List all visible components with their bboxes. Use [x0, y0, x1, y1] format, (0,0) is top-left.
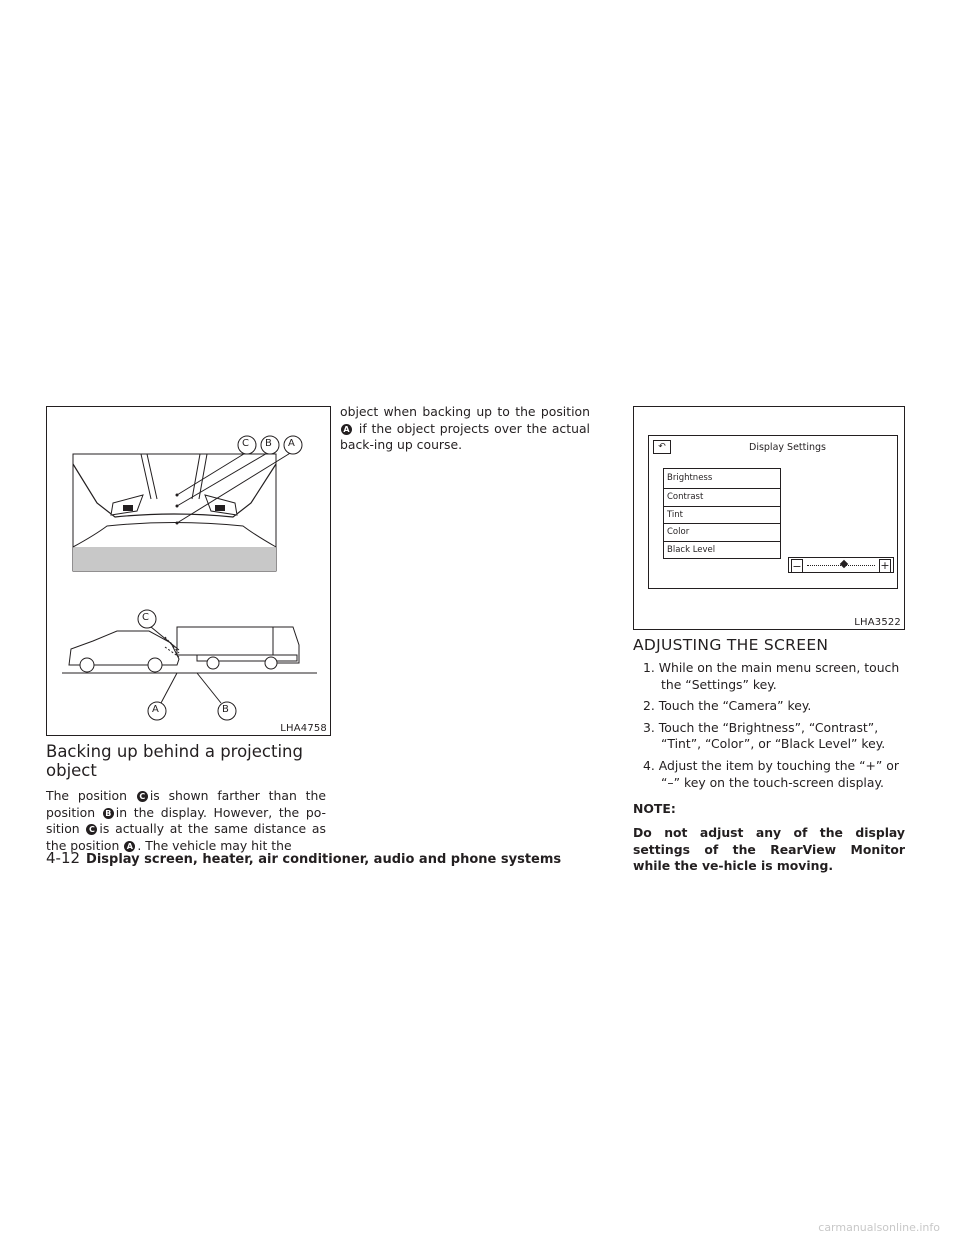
figure-code-right: LHA3522 — [854, 617, 901, 628]
minus-button[interactable]: − — [792, 560, 802, 573]
badge-b-icon: B — [103, 808, 114, 819]
backing-title: Backing up behind a projecting object — [46, 742, 303, 780]
step-4: 4. Adjust the item by touching the “+” or “–” key on the touch-screen display. — [643, 757, 899, 790]
step-3: 3. Touch the “Brightness”, “Contrast”, “Tint”, “Color”, or “Black Level” key. — [643, 719, 886, 752]
section-adjust — [633, 636, 905, 875]
label-a-top: A — [288, 438, 295, 449]
rearview-diagram — [47, 407, 330, 735]
figure-code-left: LHA4758 — [280, 723, 327, 734]
note-text: Do not adjust any of the display settings of the RearView Monitor while the ve-hicle is moving. — [633, 825, 905, 874]
step-2: 2. Touch the “Camera” key. — [643, 698, 812, 714]
menu-item-black-level[interactable]: Black Level — [667, 544, 716, 555]
note-label: NOTE: — [633, 801, 676, 817]
display-settings-screen — [648, 435, 898, 589]
menu-item-tint[interactable]: Tint — [664, 507, 780, 525]
label-c-side: C — [142, 612, 149, 623]
screen-title: Display Settings — [749, 442, 827, 453]
label-b-side: B — [222, 704, 229, 715]
slider-thumb-icon[interactable] — [840, 560, 848, 568]
section-backing-cont — [340, 404, 590, 454]
badge-c-icon: C — [86, 824, 97, 835]
menu-item-contrast[interactable]: Contrast — [664, 489, 780, 507]
badge-a-icon: A — [341, 424, 352, 435]
back-arrow-icon[interactable]: ↶ — [653, 440, 671, 454]
backing-para-1: The position C is shown farther than the position B in the display. However, the po-sition C is actually at the same distance as the position A . The vehicle may hit the — [46, 788, 326, 853]
level-slider[interactable] — [788, 557, 894, 573]
settings-menu — [663, 468, 781, 559]
menu-item-color[interactable]: Color — [664, 524, 780, 542]
label-b-top: B — [265, 438, 272, 449]
rearview-diagram-figure — [46, 406, 331, 736]
badge-a-icon: A — [124, 841, 135, 852]
display-settings-figure — [633, 406, 905, 630]
page-number: 4-12 — [46, 849, 81, 867]
chapter-title: Display screen, heater, air conditioner, audio and phone systems — [86, 852, 562, 867]
backing-para-2: object when backing up to the position A if the object projects over the actual back-ing up course. — [340, 404, 590, 453]
label-a-side: A — [152, 704, 159, 715]
watermark: carmanualsonline.info — [818, 1221, 940, 1234]
adjust-title: ADJUSTING THE SCREEN — [633, 636, 829, 654]
section-backing — [46, 742, 326, 854]
adjust-steps — [633, 660, 905, 791]
plus-button[interactable]: + — [880, 559, 890, 572]
menu-item-brightness[interactable]: Brightness — [664, 469, 780, 489]
step-1: 1. While on the main menu screen, touch the “Settings” key. — [643, 660, 900, 692]
badge-c-icon: C — [137, 791, 148, 802]
page-footer — [46, 849, 906, 867]
label-c-top: C — [242, 438, 249, 449]
